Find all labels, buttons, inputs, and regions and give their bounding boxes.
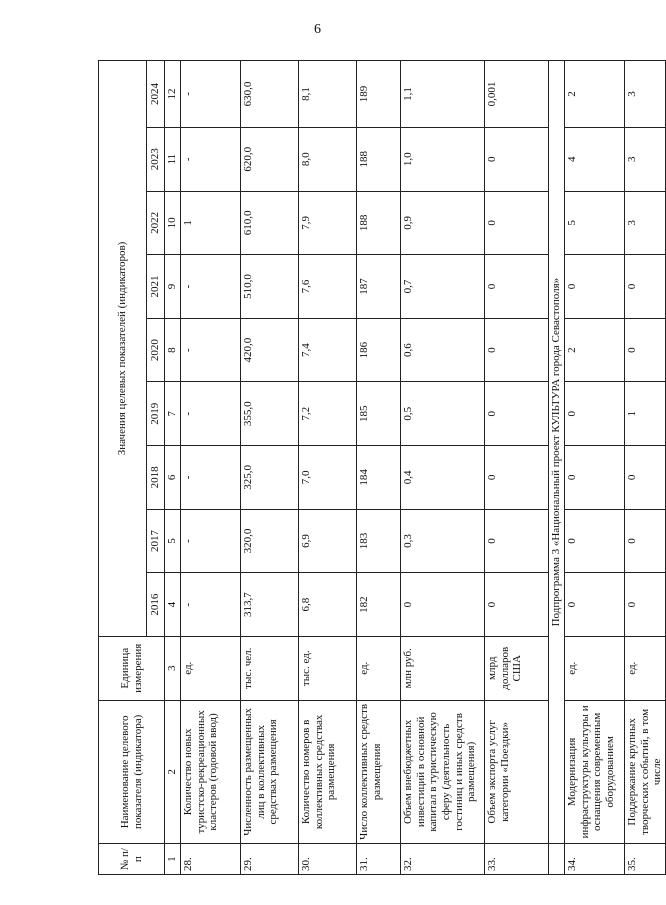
value-cell: 0 [565, 382, 625, 446]
index-cell: 10 [165, 191, 181, 255]
year-cell: 2018 [147, 446, 165, 510]
index-cell: 2 [165, 700, 181, 844]
value-cell: 0 [565, 255, 625, 319]
table-row [625, 61, 666, 875]
value-cell: 188 [357, 191, 401, 255]
header-num: № п/п [99, 844, 165, 875]
value-cell: 0 [625, 509, 666, 573]
value-cell: 0 [625, 255, 666, 319]
value-cell: 5 [565, 191, 625, 255]
indicators-table [98, 60, 666, 875]
value-cell: 0 [401, 573, 485, 637]
value-cell: 187 [357, 255, 401, 319]
value-cell: 355,0 [241, 382, 299, 446]
value-cell: 0,3 [401, 509, 485, 573]
value-cell: 610,0 [241, 191, 299, 255]
value-cell: 6,8 [299, 573, 357, 637]
row-name: Модернизация инфраструктуры культуры и оснащения современным оборудованием [565, 700, 625, 844]
table-row [299, 61, 357, 875]
subprogram-title: Подпрограмма 3 «Национальный проект КУЛЬТУРА города Севастополя» [549, 61, 565, 844]
header-row [99, 61, 147, 875]
rotated-table-wrapper [98, 60, 664, 875]
index-cell: 3 [165, 636, 181, 700]
year-cell: 2017 [147, 509, 165, 573]
header-unit: Единица измерения [99, 636, 165, 700]
table-row [241, 61, 299, 875]
table-row [401, 61, 485, 875]
index-cell: 12 [165, 61, 181, 128]
value-cell: - [181, 509, 241, 573]
value-cell: - [181, 127, 241, 191]
value-cell: 0 [565, 446, 625, 510]
value-cell: 3 [625, 127, 666, 191]
value-cell: 1 [625, 382, 666, 446]
value-cell: - [181, 61, 241, 128]
value-cell: 2 [565, 61, 625, 128]
value-cell: 188 [357, 127, 401, 191]
subprogram-row [549, 61, 565, 875]
row-name: Поддержание крупных творческих событий, в том числе [625, 700, 666, 844]
value-cell: 1 [181, 191, 241, 255]
index-cell: 6 [165, 446, 181, 510]
value-cell: 186 [357, 318, 401, 382]
value-cell: 420,0 [241, 318, 299, 382]
row-name: Объем внебюджетных инвестиций в основной капитал в туристическую сферу (деятельность гостиниц и иных средств размещения) [401, 700, 485, 844]
value-cell: 7,6 [299, 255, 357, 319]
row-unit: ед. [357, 636, 401, 700]
row-name: Объем экспорта услуг категории «Поездки» [485, 700, 549, 844]
index-cell: 11 [165, 127, 181, 191]
value-cell: 8,1 [299, 61, 357, 128]
table-row [565, 61, 625, 875]
page-number: 6 [314, 22, 321, 37]
value-cell: 0 [485, 127, 549, 191]
value-cell: 0 [625, 446, 666, 510]
value-cell: 0 [485, 446, 549, 510]
value-cell: - [181, 382, 241, 446]
value-cell: 7,9 [299, 191, 357, 255]
value-cell: 0 [485, 382, 549, 446]
row-num: 29. [241, 844, 299, 875]
value-cell: - [181, 446, 241, 510]
index-cell: 8 [165, 318, 181, 382]
row-unit: млн руб. [401, 636, 485, 700]
value-cell: 0,001 [485, 61, 549, 128]
value-cell: 510,0 [241, 255, 299, 319]
value-cell: 0 [485, 573, 549, 637]
value-cell: 0 [565, 573, 625, 637]
index-cell: 1 [165, 844, 181, 875]
value-cell: 0,9 [401, 191, 485, 255]
row-num: 35. [625, 844, 666, 875]
value-cell: 0,7 [401, 255, 485, 319]
year-cell: 2016 [147, 573, 165, 637]
value-cell: 4 [565, 127, 625, 191]
row-num: 30. [299, 844, 357, 875]
table-row [181, 61, 241, 875]
value-cell: 0 [485, 255, 549, 319]
value-cell: 630,0 [241, 61, 299, 128]
value-cell: 7,2 [299, 382, 357, 446]
value-cell: 183 [357, 509, 401, 573]
index-cell: 4 [165, 573, 181, 637]
value-cell: 8,0 [299, 127, 357, 191]
row-unit: ед. [565, 636, 625, 700]
value-cell: 0,5 [401, 382, 485, 446]
value-cell: 184 [357, 446, 401, 510]
year-cell: 2022 [147, 191, 165, 255]
row-name: Количество новых туристско-рекреационных кластеров (годовой ввод) [181, 700, 241, 844]
value-cell: 182 [357, 573, 401, 637]
value-cell: 7,0 [299, 446, 357, 510]
row-unit: ед. [625, 636, 666, 700]
row-num: 33. [485, 844, 549, 875]
value-cell: - [181, 255, 241, 319]
value-cell: 3 [625, 191, 666, 255]
value-cell: 0 [485, 509, 549, 573]
index-cell: 9 [165, 255, 181, 319]
value-cell: 0 [485, 318, 549, 382]
value-cell: 6,9 [299, 509, 357, 573]
row-unit: млрд долларов США [485, 636, 549, 700]
row-name: Количество номеров в коллективных средствах размещения [299, 700, 357, 844]
header-name: Наименование целевого показателя (индикатора) [99, 700, 165, 844]
value-cell: - [181, 573, 241, 637]
value-cell: 0 [565, 509, 625, 573]
value-cell: 7,4 [299, 318, 357, 382]
value-cell: 3 [625, 61, 666, 128]
table-row [357, 61, 401, 875]
year-cell: 2024 [147, 61, 165, 128]
row-name: Число коллективных средств размещения [357, 700, 401, 844]
value-cell: 185 [357, 382, 401, 446]
index-cell: 5 [165, 509, 181, 573]
row-unit: ед. [181, 636, 241, 700]
value-cell: 0 [485, 191, 549, 255]
value-cell: 1,1 [401, 61, 485, 128]
value-cell: 1,0 [401, 127, 485, 191]
row-num: 34. [565, 844, 625, 875]
year-cell: 2020 [147, 318, 165, 382]
value-cell: 313,7 [241, 573, 299, 637]
value-cell: 0,4 [401, 446, 485, 510]
value-cell: 320,0 [241, 509, 299, 573]
row-num: 28. [181, 844, 241, 875]
value-cell: 189 [357, 61, 401, 128]
year-cell: 2023 [147, 127, 165, 191]
value-cell: 0,6 [401, 318, 485, 382]
index-row [165, 61, 181, 875]
value-cell: 0 [625, 573, 666, 637]
year-cell: 2019 [147, 382, 165, 446]
row-name: Численность размещенных лиц в коллективных средствах размещения [241, 700, 299, 844]
row-num: 32. [401, 844, 485, 875]
value-cell: - [181, 318, 241, 382]
header-values: Значения целевых показателей (индикаторов) [99, 61, 147, 637]
year-cell: 2021 [147, 255, 165, 319]
table-row [485, 61, 549, 875]
index-cell: 7 [165, 382, 181, 446]
row-unit: тыс. ед. [299, 636, 357, 700]
row-num: 31. [357, 844, 401, 875]
value-cell: 0 [625, 318, 666, 382]
value-cell: 2 [565, 318, 625, 382]
value-cell: 325,0 [241, 446, 299, 510]
row-unit: тыс. чел. [241, 636, 299, 700]
value-cell: 620,0 [241, 127, 299, 191]
